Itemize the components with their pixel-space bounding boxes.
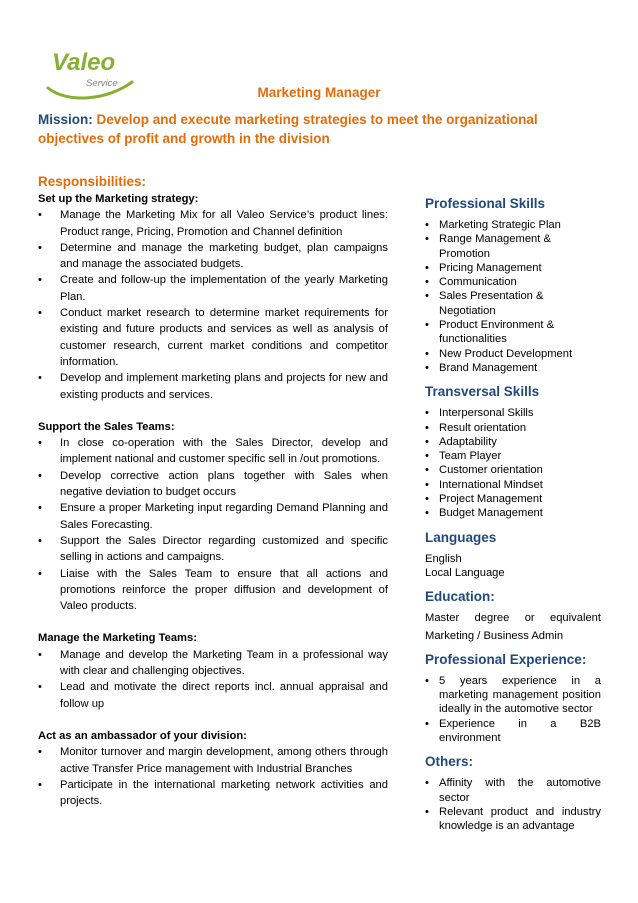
list-item-text: Project Management [439, 493, 543, 506]
transversal-skills-section [425, 384, 601, 520]
list-item-text: Marketing Strategic Plan [439, 219, 561, 231]
list-item [425, 717, 601, 746]
bullet: • [38, 437, 42, 450]
list-item-text: Affinity with the automotive sector [439, 777, 601, 804]
bullet-list [38, 647, 388, 712]
transversal-skills-heading: Transversal Skills [425, 384, 540, 400]
bullet: • [425, 674, 429, 687]
list-item-text: Support the Sales Director regarding customized and specific selling in actions and campaigns. [60, 534, 388, 564]
bullet: • [425, 261, 429, 274]
others-section [425, 754, 601, 833]
list-item [425, 406, 601, 420]
bullet: • [38, 502, 42, 515]
list-item-text: Relevant product and industry knowledge is an advantage [439, 805, 601, 833]
responsibilities-heading: Responsibilities: [38, 174, 147, 189]
languages-heading: Languages [425, 529, 497, 545]
list-item [425, 776, 601, 805]
list-item [425, 674, 601, 717]
bullet: • [38, 372, 42, 385]
list-item [425, 435, 601, 449]
bullet: • [38, 209, 42, 222]
list-item [38, 500, 388, 533]
logo-brand-text: Valeo [52, 49, 116, 76]
responsibilities-column [38, 191, 388, 809]
bullet: • [38, 681, 42, 694]
bullet: • [425, 276, 429, 289]
bullet: • [425, 507, 429, 520]
list-item [38, 207, 388, 240]
bullet: • [38, 307, 42, 320]
list-item [425, 805, 601, 834]
list-item [425, 478, 601, 492]
bullet: • [38, 778, 42, 791]
experience-section [425, 652, 601, 745]
education-heading: Education: [425, 589, 495, 605]
list-item-text: Product Environment & functionalities [439, 319, 555, 346]
bullet: • [425, 347, 429, 360]
list-item-text: Create and follow-up the implementation of the yearly Marketing Plan. [60, 274, 388, 303]
education-line: Marketing / Business Admin [425, 629, 564, 642]
list-item-text: Liaise with the Sales Team to ensure that all actions and promotions reinforce the proper diffusion and development of Valeo products. [60, 567, 388, 613]
bullet: • [425, 233, 429, 246]
bullet-list [38, 435, 388, 614]
education-line: Master degree or equivalent [425, 612, 601, 625]
bullet: • [425, 319, 429, 332]
list-item [38, 647, 388, 680]
list-item-text: Budget Management [439, 507, 543, 520]
others-heading: Others: [425, 754, 474, 770]
list-item-text: Conduct market research to determine market requirements for existing and future products and services as well as analysis of customer research, current market conditions and competitor information. [60, 307, 388, 368]
list-item-text: Experience in a B2B environment [439, 717, 601, 745]
bullet-list [38, 744, 388, 809]
list-item-text: Manage and develop the Marketing Team in a professional way with clear and challenging objectives. [60, 648, 388, 678]
section-heading: Set up the Marketing strategy: [38, 193, 199, 205]
list-item [425, 347, 601, 361]
section-heading: Act as an ambassador of your division: [38, 729, 247, 742]
bullet: • [38, 746, 42, 759]
list-item [38, 370, 388, 403]
list-item-text: Participate in the international marketing network activities and projects. [60, 778, 388, 808]
list-item-text: Develop and implement marketing plans and projects for new and existing products and services. [60, 372, 388, 401]
bullet: • [425, 407, 429, 420]
list-item-text: Interpersonal Skills [439, 407, 534, 420]
list-item-text: Determine and manage the marketing budget, plan campaigns and manage the associated budgets. [60, 241, 388, 271]
list-item [38, 435, 388, 468]
section-heading: Manage the Marketing Teams: [38, 632, 197, 645]
mission-statement [38, 110, 578, 148]
list-item [38, 272, 388, 305]
section-heading: Support the Sales Teams: [38, 420, 175, 433]
bullet: • [38, 648, 42, 661]
list-item-text: Develop corrective action plans together with Sales when negative deviation to budget occurs [60, 469, 388, 499]
bullet: • [425, 421, 429, 434]
bullet: • [38, 274, 42, 287]
list-item-text: Pricing Management [439, 261, 542, 274]
list-item [38, 240, 388, 273]
skills-column [425, 196, 601, 843]
transversal-skills-list [425, 406, 601, 520]
languages-section [425, 530, 601, 581]
mission-text: Develop and execute marketing strategies to meet the organizational objectives of profit and growth in the division [38, 112, 538, 146]
bullet: • [38, 241, 42, 254]
bullet: • [425, 493, 429, 506]
experience-list [425, 674, 601, 745]
list-item [425, 318, 601, 347]
others-list [425, 776, 601, 833]
list-item [425, 492, 601, 506]
list-item-text: Monitor turnover and margin development, among others through active Transfer Price management with Industrial Branches [60, 746, 388, 775]
list-item [38, 533, 388, 566]
list-item-text: Brand Management [439, 361, 538, 374]
bullet: • [425, 450, 429, 463]
list-item [425, 506, 601, 520]
list-item-text: Communication [439, 276, 517, 289]
bullet: • [425, 219, 429, 231]
list-item [38, 679, 388, 712]
language-line: Local Language [425, 566, 505, 579]
list-item-text: Team Player [439, 450, 502, 463]
list-item-text: New Product Development [439, 347, 573, 360]
bullet: • [425, 777, 429, 790]
list-item-text: Adaptability [439, 435, 497, 448]
list-item [38, 777, 388, 810]
list-item [425, 275, 601, 289]
list-item-text: In close co-operation with the Sales Director, develop and implement national and customer specific sell in /out promotions. [60, 437, 388, 466]
list-item [425, 289, 601, 318]
list-item [38, 305, 388, 370]
bullet: • [38, 534, 42, 547]
logo-sub-text: Service [86, 78, 118, 89]
bullet: • [38, 567, 42, 580]
list-item [38, 744, 388, 777]
list-item [38, 468, 388, 501]
list-item [425, 361, 601, 375]
list-item-text: 5 years experience in a marketing management position ideally in the automotive sector [439, 674, 601, 716]
list-item [38, 566, 388, 615]
bullet: • [38, 469, 42, 482]
list-item [425, 261, 601, 275]
bullet: • [425, 435, 429, 448]
list-item-text: Range Management & Promotion [439, 233, 551, 260]
list-item-text: Ensure a proper Marketing input regarding Demand Planning and Sales Forecasting. [60, 502, 388, 531]
bullet: • [425, 805, 429, 818]
list-item [425, 218, 601, 232]
list-item-text: International Mindset [439, 478, 543, 491]
professional-skills-heading: Professional Skills [425, 196, 546, 211]
list-item-text: Lead and motivate the direct reports incl. annual appraisal and follow up [60, 681, 388, 710]
list-item [425, 463, 601, 477]
professional-skills-list [425, 218, 601, 375]
list-item [425, 449, 601, 463]
language-line: English [425, 552, 462, 565]
list-item [425, 232, 601, 261]
bullet: • [425, 464, 429, 477]
mission-label: Mission: [38, 112, 93, 127]
list-item-text: Customer orientation [439, 464, 543, 477]
list-item-text: Manage the Marketing Mix for all Valeo Service’s product lines: Product range, Pricing, Promotion and Channel definition [60, 209, 388, 238]
list-item [425, 421, 601, 435]
page-title: Marketing Manager [257, 85, 381, 100]
professional-skills-section [425, 196, 601, 375]
bullet: • [425, 361, 429, 374]
education-section [425, 589, 601, 643]
list-item-text: Sales Presentation & Negotiation [439, 290, 544, 317]
bullet-list [38, 207, 388, 403]
bullet: • [425, 717, 429, 730]
list-item-text: Result orientation [439, 421, 527, 434]
experience-heading: Professional Experience: [425, 651, 587, 667]
bullet: • [425, 478, 429, 491]
bullet: • [425, 290, 429, 303]
